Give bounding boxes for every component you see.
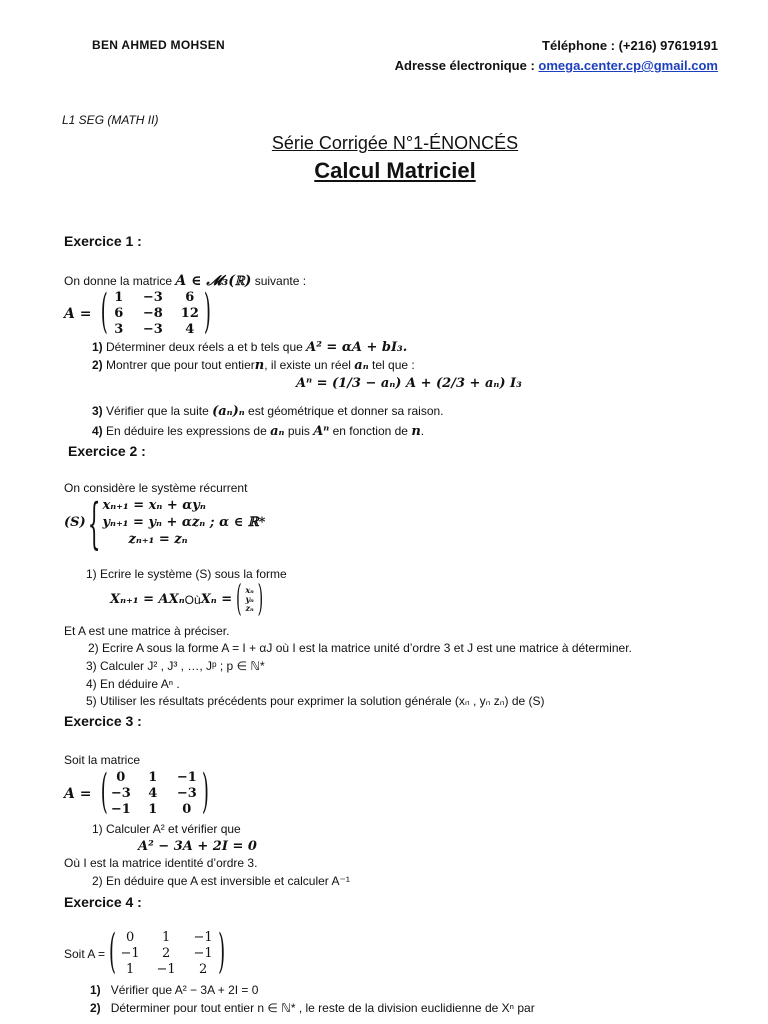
matrix-cell: 0 bbox=[125, 930, 135, 945]
ex2-system-label: (S) bbox=[64, 515, 86, 530]
ex3-question-2: 2) En déduire que A est inversible et calculer A⁻¹ bbox=[92, 874, 350, 888]
matrix-cell: 1 bbox=[148, 802, 158, 817]
ex3-matrix: ( 0 1 −1 −3 4 −3 −1 1 0 ) bbox=[100, 765, 209, 820]
ex1-question-1: 1) Déterminer deux réels a et b tels que A² = αA + bI₃. bbox=[92, 340, 408, 355]
matrix-cell: 2 bbox=[198, 962, 208, 977]
matrix-cell: 1 bbox=[148, 770, 158, 785]
ex3-question-1: 1) Calculer A² et vérifier que bbox=[92, 822, 241, 836]
matrix-cell: 1 bbox=[114, 290, 124, 305]
ex2-question-5: 5) Utiliser les résultats précédents pour exprimer la solution générale (xₙ , yₙ zₙ) de (S) bbox=[86, 694, 545, 708]
matrix-cell: 1 bbox=[125, 962, 135, 977]
matrix-cell: −8 bbox=[142, 306, 163, 321]
matrix-cell: −1 bbox=[193, 930, 213, 945]
ex1-matrix: ( 1 −3 6 6 −8 12 3 −3 4 ) bbox=[100, 285, 211, 340]
email-line bbox=[395, 58, 718, 73]
document-subtitle: Calcul Matriciel bbox=[314, 158, 476, 183]
vector-entry: yₙ bbox=[245, 594, 254, 604]
exercise-2-heading: Exercice 2 : bbox=[68, 443, 146, 459]
ex2-question-2: 2) Ecrire A sous la forme A = I + αJ où I est la matrice unité d’ordre 3 et J est une matrice à déterminer. bbox=[88, 641, 632, 655]
matrix-cell: 4 bbox=[148, 786, 158, 801]
phone-number: Téléphone : (+216) 97619191 bbox=[542, 38, 718, 53]
ex2-vector: ( xₙ yₙ zₙ ) bbox=[236, 578, 264, 621]
ex2-system-line: zₙ₊₁ = zₙ bbox=[128, 532, 188, 547]
ex1-formula-an: Aⁿ = (1/3 − aₙ) A + (2/3 + aₙ) I₃ bbox=[296, 376, 522, 391]
matrix-cell: 6 bbox=[114, 306, 124, 321]
ex1-matrix-cells bbox=[108, 290, 204, 338]
ex2-system-line: xₙ₊₁ = xₙ + αyₙ bbox=[102, 498, 206, 513]
matrix-cell: 4 bbox=[185, 322, 195, 337]
ex4-question-1: 1) Vérifier que A² − 3A + 2I = 0 bbox=[90, 983, 259, 997]
matrix-cell: −3 bbox=[142, 322, 163, 337]
matrix-cell: 0 bbox=[116, 770, 126, 785]
exercise-1-heading: Exercice 1 : bbox=[64, 233, 142, 249]
ex3-identity-note: Où I est la matrice identité d’ordre 3. bbox=[64, 856, 258, 870]
vector-entry: xₙ bbox=[245, 585, 254, 595]
ex2-system: (S) { xₙ₊₁ = xₙ + αyₙ yₙ₊₁ = yₙ + αzₙ ; α ∈ ℝ* zₙ₊₁ = zₙ bbox=[64, 490, 266, 555]
ex2-system-line: yₙ₊₁ = yₙ + αzₙ ; α ∈ ℝ* bbox=[102, 515, 266, 530]
ex2-formula-recurrence: Xₙ₊₁ = AXₙ Où Xₙ = ( xₙ yₙ zₙ ) bbox=[110, 578, 264, 621]
matrix-cell: −3 bbox=[142, 290, 163, 305]
matrix-cell: −1 bbox=[110, 802, 131, 817]
email-link[interactable]: omega.center.cp@gmail.com bbox=[538, 58, 718, 73]
email-label: Adresse électronique : bbox=[394, 58, 539, 73]
ex4-question-2: 2) Déterminer pour tout entier n ∈ ℕ* , le reste de la division euclidienne de Xⁿ par bbox=[90, 1001, 535, 1015]
ex3-intro: Soit la matrice bbox=[64, 753, 141, 767]
matrix-cell: −1 bbox=[156, 962, 176, 977]
ex3-formula: A² − 3A + 2I = 0 bbox=[138, 839, 257, 854]
matrix-cell: −3 bbox=[110, 786, 131, 801]
ex2-matrix-note: Et A est une matrice à préciser. bbox=[64, 624, 230, 638]
matrix-cell: 2 bbox=[161, 946, 171, 961]
matrix-cell: −1 bbox=[193, 946, 213, 961]
matrix-cell: 1 bbox=[161, 930, 171, 945]
ex3-matrix-block: A = ( 0 1 −1 −3 4 −3 −1 1 0 ) bbox=[64, 765, 209, 820]
ex1-intro: On donne la matrice A ∈ 𝓜₃(ℝ) suivante : bbox=[64, 273, 307, 289]
vector-entry: zₙ bbox=[245, 603, 254, 613]
exercise-4-heading: Exercice 4 : bbox=[64, 894, 142, 910]
ex1-question-3: 3) Vérifier que la suite (aₙ)ₙ est géométrique et donner sa raison. bbox=[92, 404, 444, 419]
matrix-cell: 12 bbox=[180, 306, 199, 321]
ex4-matrix-block: Soit A = ( 0 1 −1 −1 2 −1 1 −1 2 ) bbox=[64, 925, 226, 980]
author-name: BEN AHMED MOHSEN bbox=[92, 38, 226, 52]
ex2-question-1: 1) Ecrire le système (S) sous la forme bbox=[86, 567, 287, 581]
matrix-cell: −1 bbox=[120, 946, 140, 961]
ex3-matrix-cells bbox=[108, 770, 202, 818]
course-level: L1 SEG (MATH II) bbox=[62, 113, 159, 127]
ex1-question-4: 4) En déduire les expressions de aₙ puis Aⁿ en fonction de n. bbox=[92, 424, 425, 439]
ex1-question-2: 2) Montrer que pour tout entiern, il existe un réel aₙ tel que : bbox=[92, 358, 415, 373]
matrix-cell: 3 bbox=[114, 322, 124, 337]
matrix-cell: 6 bbox=[185, 290, 195, 305]
ex2-system-lines bbox=[102, 497, 265, 548]
ex2-question-3: 3) Calculer J² , J³ , …, Jᵖ ; p ∈ ℕ* bbox=[86, 659, 265, 673]
ex1-matrix-block: A = ( 1 −3 6 6 −8 12 3 −3 4 ) bbox=[64, 285, 211, 340]
matrix-cell: 0 bbox=[182, 802, 192, 817]
series-title: Série Corrigée N°1-ÉNONCÉS bbox=[271, 133, 519, 153]
matrix-cell: −3 bbox=[176, 786, 197, 801]
matrix-cell: −1 bbox=[176, 770, 197, 785]
ex2-question-4: 4) En déduire Aⁿ . bbox=[86, 677, 180, 691]
ex4-matrix-cells bbox=[116, 930, 218, 978]
ex2-intro: On considère le système récurrent bbox=[64, 481, 248, 495]
exercise-3-heading: Exercice 3 : bbox=[64, 713, 142, 729]
ex4-matrix: ( 0 1 −1 −1 2 −1 1 −1 2 ) bbox=[109, 925, 226, 980]
